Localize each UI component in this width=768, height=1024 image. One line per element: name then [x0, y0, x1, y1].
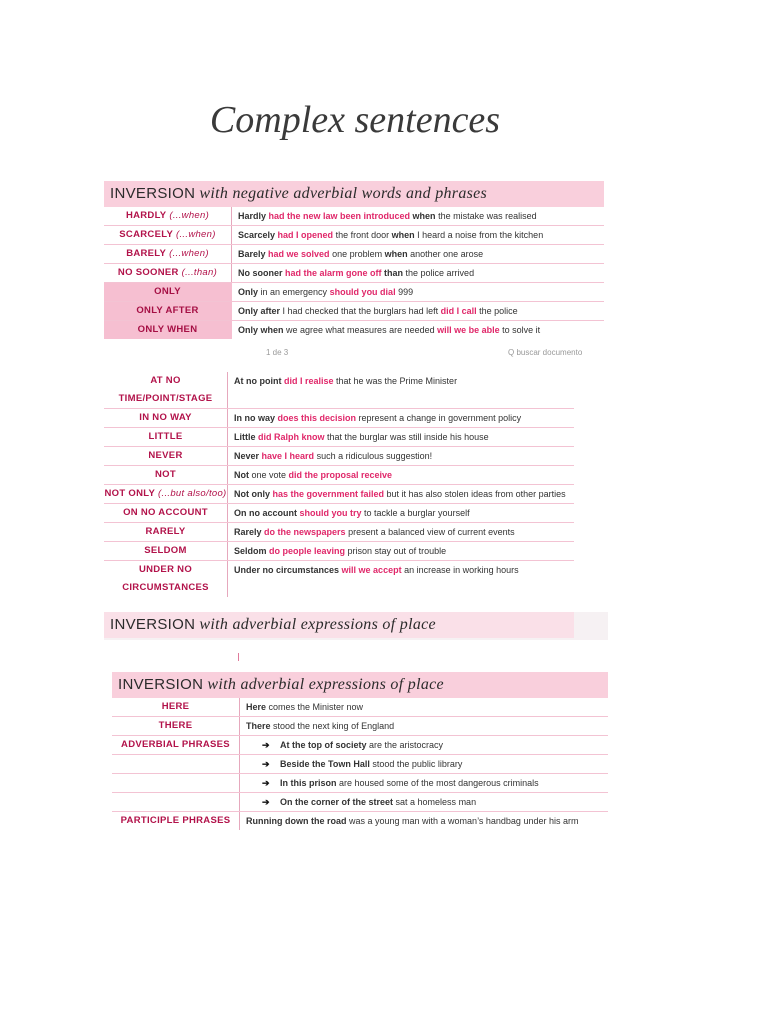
label-text: LITTLE: [148, 431, 183, 442]
example-sentence: [228, 409, 574, 427]
row-label: [104, 523, 228, 541]
row-label: [104, 207, 232, 225]
sentence-text: that the burglar was still inside his house: [324, 432, 489, 442]
sentence-text: to solve it: [499, 325, 541, 335]
example-sentence: [228, 447, 574, 465]
table-row: [104, 485, 574, 504]
page-indicator: 1 de 3: [266, 348, 289, 357]
table-rows: [112, 698, 608, 830]
example-sentence: [228, 561, 574, 597]
section-header: [104, 181, 604, 207]
table-row: [112, 698, 608, 717]
example-sentence: [232, 245, 604, 263]
row-label: [112, 812, 240, 830]
label-text: NOT ONLY: [104, 488, 156, 499]
adverbial-keyword: Only: [238, 287, 259, 297]
sentence-text: sat a homeless man: [393, 797, 477, 807]
sentence-text: are the aristocracy: [366, 740, 444, 750]
row-label: [104, 372, 228, 408]
table-row: [104, 466, 574, 485]
sentence-text: one problem: [329, 249, 385, 259]
example-sentence: [232, 207, 604, 225]
table-row: [104, 372, 574, 409]
example-sentence: [232, 321, 604, 339]
sentence-text: one vote: [249, 470, 289, 480]
table-row: [112, 736, 608, 755]
row-label: [104, 226, 232, 244]
inverted-verb: does this decision: [275, 413, 357, 423]
inversion-place-table: [112, 672, 608, 830]
sentence-text: I heard a noise from the kitchen: [414, 230, 544, 240]
inverted-verb: will we be able: [437, 325, 500, 335]
table-row: [112, 793, 608, 812]
adverbial-keyword: In this prison: [280, 778, 337, 788]
adverbial-keyword: Not: [234, 470, 249, 480]
adverbial-keyword: In no way: [234, 413, 276, 423]
inverted-verb: did the proposal receive: [288, 470, 393, 480]
row-label: [104, 245, 232, 263]
label-text: SELDOM: [144, 545, 187, 556]
header-italic: with adverbial expressions of place: [207, 676, 444, 693]
label-text: IN NO WAY: [139, 412, 192, 423]
label-text: UNDER NO CIRCUMSTANCES: [122, 564, 209, 593]
row-label: [112, 717, 240, 735]
row-label: [112, 793, 240, 811]
arrow-icon: ➔: [262, 797, 270, 807]
example-sentence: [228, 428, 574, 446]
example-sentence: [232, 264, 604, 282]
header-italic: with negative adverbial words and phrases: [199, 185, 488, 202]
row-label: [104, 428, 228, 446]
inverted-verb: did I realise: [281, 376, 334, 386]
adverbial-keyword: Seldom: [234, 546, 267, 556]
sentence-text: another one arose: [407, 249, 484, 259]
example-sentence: [228, 542, 574, 560]
row-label: [104, 542, 228, 560]
adverbial-keyword: At the top of society: [280, 740, 367, 750]
table-row: [104, 321, 604, 339]
row-label: [104, 561, 228, 597]
sentence-text: we agree what measures are needed: [283, 325, 438, 335]
label-text: NOT: [155, 469, 176, 480]
row-label: [104, 466, 228, 484]
sentence-text: prison stay out of trouble: [345, 546, 447, 556]
adverbial-keyword: Not only: [234, 489, 270, 499]
example-sentence: [228, 466, 574, 484]
row-label: [104, 409, 228, 427]
label-text: ON NO ACCOUNT: [123, 507, 208, 518]
sentence-text: the front door: [333, 230, 392, 240]
inverted-verb: had we solved: [265, 249, 330, 259]
arrow-icon: ➔: [262, 740, 270, 750]
label-paren: (...than): [178, 267, 218, 278]
label-paren: (...but also/too): [155, 488, 227, 499]
example-sentence: [228, 372, 574, 408]
table-row: [104, 264, 604, 283]
table-row: [104, 523, 574, 542]
sentence-text: but it has also stolen ideas from other parties: [384, 489, 566, 499]
inverted-verb: should you dial: [329, 287, 396, 297]
adverbial-keyword: On no account: [234, 508, 297, 518]
label-text: ONLY WHEN: [137, 324, 198, 335]
label-text: HARDLY: [125, 210, 167, 221]
row-label: [112, 755, 240, 773]
example-sentence: [240, 812, 608, 830]
table-row: [104, 542, 574, 561]
label-text: ADVERBIAL PHRASES: [121, 739, 230, 750]
sentence-text: the mistake was realised: [435, 211, 537, 221]
adverbial-keyword: No sooner: [238, 268, 283, 278]
adverbial-keyword: Here: [246, 702, 267, 712]
inverted-verb: had I opened: [275, 230, 334, 240]
arrow-icon: ➔: [262, 759, 270, 769]
inverted-verb: had the new law been introduced: [266, 211, 411, 221]
sentence-text: stood the next king of England: [270, 721, 395, 731]
sentence-text: in an emergency: [258, 287, 330, 297]
sentence-text: comes the Minister now: [266, 702, 364, 712]
header-italic: with adverbial expressions of place: [199, 616, 436, 633]
inversion-negative-table: [104, 181, 604, 339]
adverbial-keyword: Barely: [238, 249, 266, 259]
search-document-link[interactable]: Q buscar documento: [508, 348, 583, 357]
table-row: [104, 409, 574, 428]
sentence-text: are housed some of the most dangerous criminals: [336, 778, 539, 788]
row-label: [112, 736, 240, 754]
label-text: BARELY: [126, 248, 167, 259]
adverbial-keyword: when: [410, 211, 436, 221]
inverted-verb: will we accept: [339, 565, 402, 575]
arrow-icon: ➔: [262, 778, 270, 788]
table-row: [104, 447, 574, 466]
page-title: Complex sentences: [209, 99, 501, 141]
adverbial-keyword: At no point: [234, 376, 282, 386]
label-text: PARTICIPLE PHRASES: [120, 815, 231, 826]
example-sentence: [228, 504, 574, 522]
label-text: HERE: [161, 701, 190, 712]
table-row: [104, 428, 574, 447]
table-row: [104, 302, 604, 321]
table-row: [104, 207, 604, 226]
inverted-verb: do the newspapers: [261, 527, 346, 537]
adverbial-keyword: when: [384, 249, 408, 259]
table-row: [104, 245, 604, 264]
table-row: [112, 774, 608, 793]
header-caps: INVERSION: [118, 676, 204, 693]
sentence-text: was a young man with a woman’s handbag under his arm: [346, 816, 579, 826]
label-text: NEVER: [148, 450, 183, 461]
table-row: [112, 717, 608, 736]
adverbial-keyword: than: [381, 268, 404, 278]
row-label: [104, 321, 232, 339]
faded-section-header: [104, 612, 608, 640]
sentence-text: to tackle a burglar yourself: [361, 508, 470, 518]
adverbial-keyword: Running down the road: [246, 816, 347, 826]
sentence-text: that he was the Prime Minister: [333, 376, 458, 386]
inverted-verb: did I call: [440, 306, 477, 316]
adverbial-keyword: when: [391, 230, 415, 240]
table-row: [104, 226, 604, 245]
example-sentence: [232, 302, 604, 320]
adverbial-keyword: Under no circumstances: [234, 565, 340, 575]
inverted-verb: have I heard: [259, 451, 315, 461]
sentence-text: 999: [395, 287, 414, 297]
row-label: [104, 504, 228, 522]
adverbial-keyword: Only after: [238, 306, 281, 316]
table-row: [104, 504, 574, 523]
table-row: [112, 812, 608, 830]
row-label: [104, 485, 228, 503]
row-label: [104, 264, 232, 282]
inversion-negative-table-continued: [104, 372, 574, 597]
example-sentence: [240, 793, 608, 811]
adverbial-keyword: There: [246, 721, 271, 731]
label-text: ONLY AFTER: [136, 305, 199, 316]
label-text: SCARCELY: [119, 229, 174, 240]
example-sentence: [240, 698, 608, 716]
example-sentence: [228, 523, 574, 541]
sentence-text: the police: [476, 306, 518, 316]
inverted-verb: should you try: [297, 508, 362, 518]
label-text: AT NO TIME/POINT/STAGE: [118, 375, 213, 404]
example-sentence: [240, 755, 608, 773]
header-caps: INVERSION: [110, 185, 196, 202]
adverbial-keyword: Little: [234, 432, 256, 442]
sentence-text: an increase in working hours: [401, 565, 519, 575]
sentence-text: present a balanced view of current events: [345, 527, 515, 537]
table-rows: [104, 207, 604, 339]
label-paren: (...when): [173, 229, 216, 240]
example-sentence: [240, 736, 608, 754]
row-label: [104, 283, 232, 301]
row-label: [112, 774, 240, 792]
inverted-verb: did Ralph know: [255, 432, 325, 442]
example-sentence: [228, 485, 574, 503]
adverbial-keyword: Only when: [238, 325, 284, 335]
adverbial-keyword: Beside the Town Hall: [280, 759, 370, 769]
sentence-text: I had checked that the burglars had left: [280, 306, 441, 316]
viewer-strip: [104, 344, 608, 358]
row-label: [104, 447, 228, 465]
inverted-verb: has the government failed: [270, 489, 385, 499]
table-row: [104, 561, 574, 597]
sentence-text: such a ridiculous suggestion!: [314, 451, 433, 461]
adverbial-keyword: Scarcely: [238, 230, 276, 240]
sentence-text: represent a change in government policy: [356, 413, 522, 423]
label-paren: (...when): [166, 210, 210, 221]
adverbial-keyword: Hardly: [238, 211, 267, 221]
label-paren: (...when): [166, 248, 209, 259]
label-text: RARELY: [145, 526, 186, 537]
adverbial-keyword: Rarely: [234, 527, 262, 537]
inverted-verb: had the alarm gone off: [282, 268, 382, 278]
label-text: NO SOONER: [117, 267, 179, 278]
sentence-text: the police arrived: [403, 268, 475, 278]
example-sentence: [240, 717, 608, 735]
inverted-verb: do people leaving: [266, 546, 346, 556]
adverbial-keyword: Never: [234, 451, 260, 461]
section-header: [112, 672, 608, 698]
example-sentence: [232, 283, 604, 301]
label-text: THERE: [158, 720, 193, 731]
adverbial-keyword: On the corner of the street: [280, 797, 394, 807]
sentence-text: stood the public library: [369, 759, 463, 769]
table-rows: [104, 372, 574, 597]
table-row: [112, 755, 608, 774]
label-text: ONLY: [154, 286, 181, 297]
header-caps: INVERSION: [110, 616, 196, 633]
row-label: [112, 698, 240, 716]
table-row: [104, 283, 604, 302]
example-sentence: [232, 226, 604, 244]
row-label: [104, 302, 232, 320]
divider-mark: [238, 653, 239, 661]
example-sentence: [240, 774, 608, 792]
